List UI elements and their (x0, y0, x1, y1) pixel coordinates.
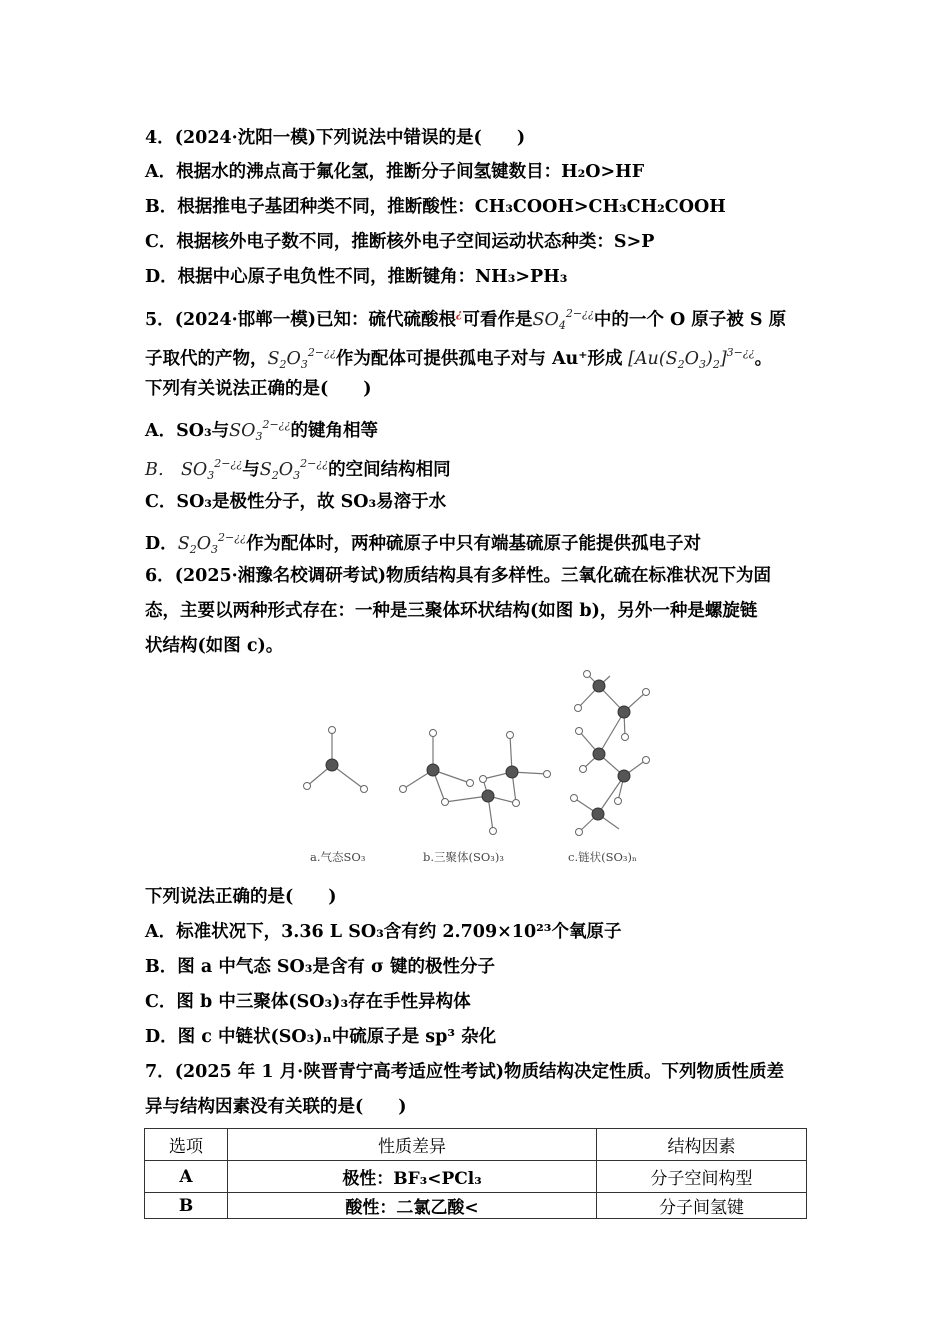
q4-option-b: B．根据推电子基团种类不同，推断酸性：CH₃COOH>CH₃CH₂COOH (145, 197, 726, 217)
q4-stem (145, 125, 525, 151)
q5-optA-a: A．SO₃与 (145, 421, 230, 441)
q5-option-b (145, 451, 451, 489)
q5-option-d (145, 525, 701, 563)
q5-option-c: C．SO₃是极性分子，故 SO₃易溶于水 (145, 492, 447, 512)
q4-option-a: A．根据水的沸点高于氟化氢，推断分子间氢键数目：H₂O>HF (145, 162, 645, 182)
q5-stem-line2 (145, 340, 772, 378)
q6-stem-line1 (145, 563, 771, 589)
so4-formula: $SO_4^{2-¿¿}$ (532, 307, 594, 332)
q5-stem-line3: 下列有关说法正确的是( ) (145, 379, 372, 399)
table-cell: 分子空间构型 (597, 1161, 807, 1193)
q4-option-d: D．根据中心原子电负性不同，推断键角：NH₃>PH₃ (145, 267, 568, 287)
q6-option-d: D．图 c 中链状(SO₃)ₙ中硫原子是 sp³ 杂化 (145, 1027, 497, 1047)
q7-table (144, 1128, 807, 1219)
q5-line1-a: 已知：硫代硫酸根 (316, 310, 457, 330)
q4-number: 4． (145, 128, 175, 148)
table-header: 性质差异 (228, 1129, 597, 1161)
so3-ion-formula: $SO_3^{2-¿¿}$ (175, 457, 243, 482)
table-row (145, 1193, 807, 1219)
q7-line1: 物质结构决定性质。下列物质性质差 (504, 1062, 784, 1082)
q7-stem-line2: 异与结构因素没有关联的是( ) (145, 1097, 407, 1117)
s2o3-formula: $S_2O_3^{2-¿¿}$ (259, 457, 329, 482)
q6-option-a: A．标准状况下，3.36 L SO₃含有约 2.709×10²³个氧原子 (145, 922, 622, 942)
table-header: 选项 (145, 1129, 228, 1161)
q5-line2-c: 。 (754, 349, 773, 369)
q6-line1: 物质结构具有多样性。三氧化硫在标准状况下为固 (386, 566, 772, 586)
q4-source: (2024·沈阳一模) (174, 128, 317, 148)
q5-source: (2024·邯郸一模) (174, 310, 317, 330)
q5-line1-b: 可看作是 (462, 310, 533, 330)
q5-optB-label: B． (145, 460, 176, 480)
q5-optB-end: 的空间结构相同 (328, 460, 451, 480)
q5-line2-b: 作为配体可提供孤电子对与 Au⁺形成 (335, 349, 623, 369)
s2o3-formula: $S_2O_3^{2-¿¿}$ (177, 531, 247, 556)
q5-red-mark: ¿ (456, 307, 463, 320)
table-header-row (145, 1129, 807, 1161)
q5-option-a (145, 412, 378, 450)
table-cell: B (145, 1193, 228, 1219)
so3-ion-formula: $SO_3^{2-¿¿}$ (229, 418, 291, 443)
au-complex-formula: $[Au(S_2O_3)_2]^{3-¿¿}$ (622, 346, 755, 371)
s2o3-formula: $S_2O_3^{2-¿¿}$ (267, 346, 336, 371)
q6-stem-line2: 态，主要以两种形式存在：一种是三聚体环状结构(如图 b)，另外一种是螺旋链 (145, 601, 758, 621)
table-cell: 极性：BF₃<PCl₃ (228, 1161, 597, 1193)
fig-caption-a: a.气态SO₃ (310, 850, 366, 864)
q7-stem-line1 (145, 1059, 784, 1085)
table-row (145, 1161, 807, 1193)
q6-source: (2025·湘豫名校调研考试) (174, 566, 387, 586)
table-cell: A (145, 1161, 228, 1193)
table-cell: 酸性：二氯乙酸< (228, 1193, 597, 1219)
q4-text: 下列说法中错误的是( ) (316, 128, 526, 148)
q7-number: 7． (145, 1062, 175, 1082)
q6-option-c: C．图 b 中三聚体(SO₃)₃存在手性异构体 (145, 992, 471, 1012)
q5-line2-a: 子取代的产物， (145, 349, 268, 369)
q5-optD-label: D． (145, 534, 178, 554)
q5-number: 5． (145, 310, 175, 330)
q5-optB-mid: 与 (242, 460, 260, 480)
q6-option-b: B．图 a 中气态 SO₃是含有 σ 键的极性分子 (145, 957, 496, 977)
table-header: 结构因素 (597, 1129, 807, 1161)
q5-optA-b: 的键角相等 (290, 421, 378, 441)
q4-option-c: C．根据核外电子数不同，推断核外电子空间运动状态种类：S>P (145, 232, 655, 252)
q5-line1-c: 中的一个 O 原子被 S 原 (593, 310, 787, 330)
q5-optD-end: 作为配体时，两种硫原子中只有端基硫原子能提供孤电子对 (246, 534, 702, 554)
q6-number: 6． (145, 566, 175, 586)
q6-stem-line4: 下列说法正确的是( ) (145, 887, 337, 907)
q6-stem-line3: 状结构(如图 c)。 (145, 636, 284, 656)
so3-structures-figure (290, 668, 660, 868)
q5-stem-line1 (145, 301, 786, 339)
fig-caption-b: b.三聚体(SO₃)₃ (423, 850, 505, 864)
table-cell: 分子间氢键 (597, 1193, 807, 1219)
fig-caption-c: c.链状(SO₃)ₙ (568, 850, 637, 864)
q7-source: (2025 年 1 月·陕晋青宁高考适应性考试) (174, 1062, 504, 1082)
